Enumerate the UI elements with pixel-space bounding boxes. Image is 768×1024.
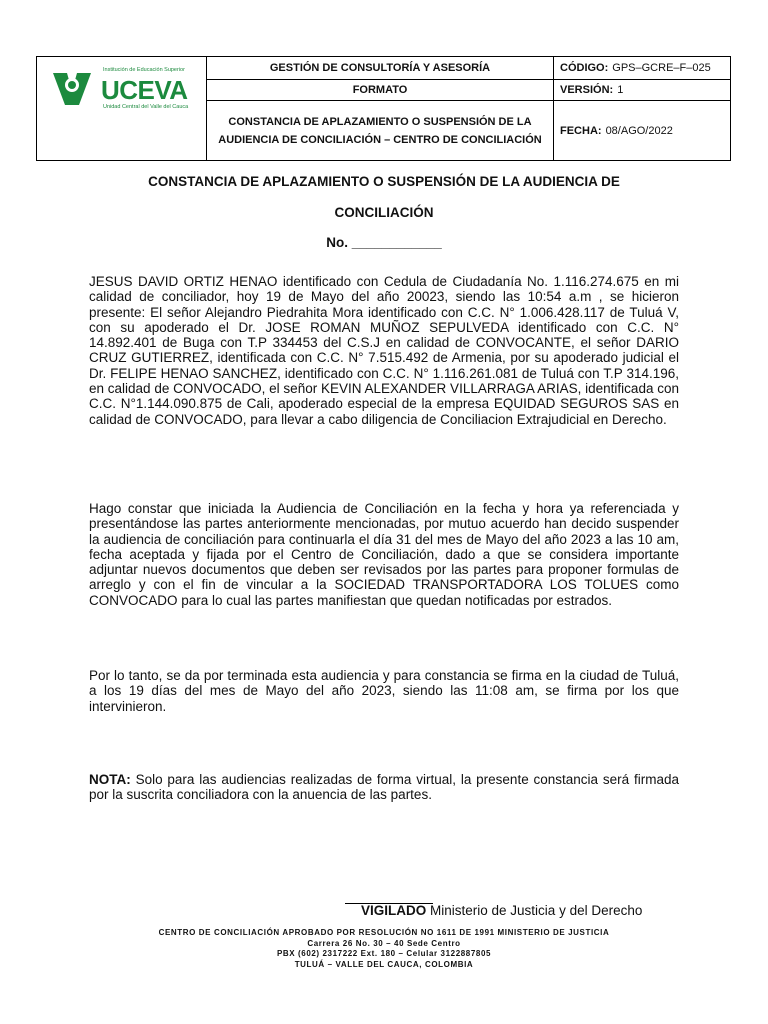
logo-wordmark: UCEVA bbox=[101, 75, 188, 105]
date-value: 08/AGO/2022 bbox=[605, 124, 673, 137]
header-code bbox=[554, 57, 730, 80]
uceva-logo bbox=[47, 63, 203, 115]
code-value: GPS–GCRE–F–025 bbox=[612, 62, 711, 74]
footer-phone: PBX (602) 2317222 Ext. 180 – Celular 3122887805 bbox=[276, 949, 492, 958]
document-title-line1: CONSTANCIA DE APLAZAMIENTO O SUSPENSIÓN DE LA AUDIENCIA DE bbox=[148, 174, 620, 189]
date-label: FECHA: bbox=[560, 124, 602, 137]
paragraph-closing: Por lo tanto, se da por terminada esta audiencia y para constancia se firma en la ciudad de Tuluá, a los 19 días del mes de Mayo del año 2023, siendo las 11:08 am, se firma por los que intervinieron. bbox=[89, 668, 679, 714]
paragraph-suspension: Hago constar que iniciada la Audiencia de Conciliación en la fecha y hora ya referenciada y presentándose las partes anteriormente mencionadas, por mutuo acuerdo han decido suspender la audiencia de conciliación para continuarla el día 31 del mes de Mayo del año 2023 a las 10 am, fecha aceptada y fijada por el Centro de Conciliación, dado a que se considera importante adjuntar nuevos documentos que deben ser revisados por las partes para proponer formulas de arreglo y con el fin de vincular a la SOCIEDAD TRANSPORTADORA LOS TOLUES como CONVOCADO para lo cual las partes manifiestan que quedan notificadas por estrados. bbox=[89, 501, 679, 608]
version-value: 1 bbox=[617, 84, 624, 96]
vigilado-text: Ministerio de Justicia y del Derecho bbox=[426, 903, 643, 918]
uceva-emblem-icon bbox=[47, 63, 97, 113]
paragraph-note bbox=[89, 772, 679, 803]
header-version bbox=[554, 80, 730, 101]
footer-address: Carrera 26 No. 30 – 40 Sede Centro bbox=[307, 939, 461, 948]
footer-city: TULUÁ – VALLE DEL CAUCA, COLOMBIA bbox=[294, 960, 474, 969]
paragraph-parties: JESUS DAVID ORTIZ HENAO identificado con Cedula de Ciudadanía No. 1.116.274.675 en mi calidad de conciliador, hoy 19 de Mayo del año 20023, siendo las 10:54 a.m , se hicieron presente: El señor Alejandro Piedrahita Mora identificado con C.C. N° 1.006.428.117 de Tuluá V, con su apoderado el Dr. JOSE ROMAN MUÑOZ SEPULVEDA identificado con C.C. N° 14.892.401 de Buga con T.P 334453 del C.S.J en calidad de CONVOCANTE, el señor DARIO CRUZ GUTIERREZ, identificada con C.C. N° 7.515.492 de Armenia, por su apoderado judicial el Dr. FELIPE HENAO SANCHEZ, identificado con C.C. N° 1.116.261.081 de Tuluá con T.P 314.196, en calidad de CONVOCADO, el señor KEVIN ALEXANDER VILLARRAGA ARIAS, identificada con C.C. N°1.144.090.875 de Cali, apoderado especial de la empresa EQUIDAD SEGUROS SAS en calidad de CONVOCADO, para llevar a cabo diligencia de Conciliacion Extrajudicial en Derecho. bbox=[89, 274, 679, 427]
header-type: FORMATO bbox=[207, 80, 554, 101]
logo-bottom-text: Unidad Central del Valle del Cauca bbox=[103, 104, 189, 110]
header-area: GESTIÓN DE CONSULTORÍA Y ASESORÍA bbox=[207, 57, 554, 80]
code-label: CÓDIGO: bbox=[560, 62, 609, 74]
header-doc-title: CONSTANCIA DE APLAZAMIENTO O SUSPENSIÓN DE LA AUDIENCIA DE CONCILIACIÓN – CENTRO DE CONCILIACIÓN bbox=[207, 101, 554, 160]
vigilado-statement bbox=[345, 903, 642, 918]
footer-resolution: CENTRO DE CONCILIACIÓN APROBADO POR RESOLUCIÓN NO 1611 DE 1991 MINISTERIO DE JUSTICIA bbox=[158, 928, 610, 937]
logo-top-text: Institución de Educación Superior bbox=[103, 67, 185, 73]
version-label: VERSIÓN: bbox=[560, 84, 614, 96]
note-label: NOTA: bbox=[89, 772, 131, 787]
document-number: No. ____________ bbox=[326, 235, 442, 250]
note-text: Solo para las audiencias realizadas de forma virtual, la presente constancia será firmada por la suscrita conciliadora con la anuencia de las partes. bbox=[89, 772, 679, 803]
document-title-line2: CONCILIACIÓN bbox=[334, 205, 434, 220]
document-header-table bbox=[36, 56, 731, 161]
logo-cell bbox=[37, 57, 207, 160]
vigilado-label: VIGILADO bbox=[361, 903, 427, 918]
header-date bbox=[554, 101, 730, 160]
